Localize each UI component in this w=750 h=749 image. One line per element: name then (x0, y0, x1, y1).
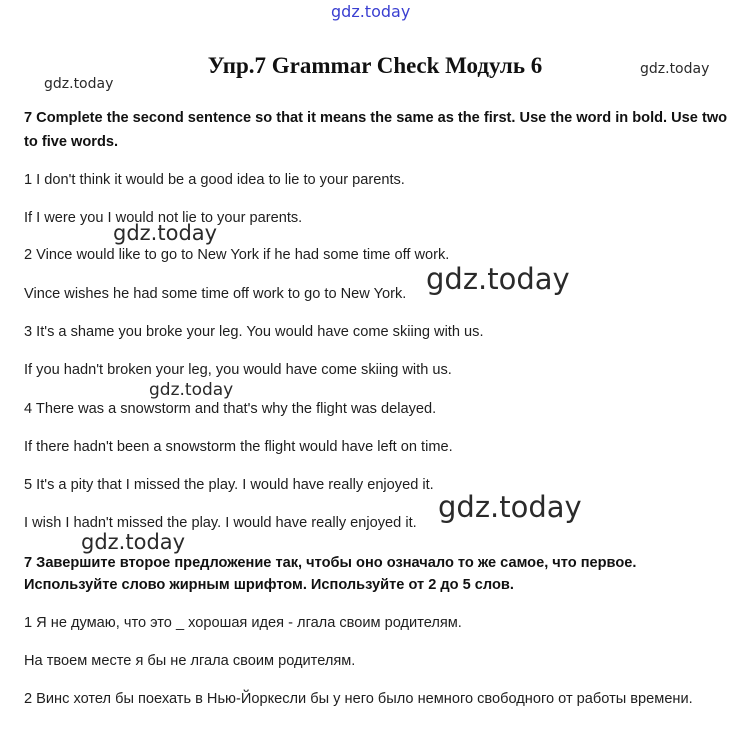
watermark: gdz.today (44, 76, 114, 92)
instruction-en-line-2: to five words. (24, 134, 119, 150)
watermark: gdz.today (113, 221, 218, 245)
answer-en-2: Vince wishes he had some time off work to go to New York. (24, 286, 407, 302)
sentence-ru-1: 1 Я не думаю, что это _ хорошая идея - лгала своим родителям. (24, 615, 462, 631)
watermark: gdz.today (640, 61, 710, 77)
sentence-en-2: 2 Vince would like to go to New York if he had some time off work. (24, 247, 450, 263)
instruction-ru-line-2: Используйте слово жирным шрифтом. Используйте от 2 до 5 слов. (24, 577, 514, 593)
answer-en-4: If there hadn't been a snowstorm the flight would have left on time. (24, 439, 453, 455)
watermark: gdz.today (426, 262, 570, 296)
watermark-top: gdz.today (331, 2, 411, 21)
instruction-en-line-1: 7 Complete the second sentence so that it means the same as the first. Use the word in bold. Use two (24, 110, 728, 126)
page-title: Упр.7 Grammar Check Модуль 6 (207, 53, 543, 78)
watermark: gdz.today (438, 490, 582, 524)
watermark: gdz.today (81, 530, 186, 554)
instruction-ru-line-1: 7 Завершите второе предложение так, чтобы оно означало то же самое, что первое. (24, 555, 637, 571)
sentence-en-5: 5 It's a pity that I missed the play. I would have really enjoyed it. (24, 477, 434, 493)
watermark: gdz.today (149, 380, 234, 400)
sentence-en-4: 4 There was a snowstorm and that's why the flight was delayed. (24, 401, 437, 417)
answer-en-3: If you hadn't broken your leg, you would have come skiing with us. (24, 362, 452, 378)
answer-en-5: I wish I hadn't missed the play. I would have really enjoyed it. (24, 515, 417, 531)
answer-en-1: If I were you I would not lie to your parents. (24, 210, 303, 226)
sentence-en-3: 3 It's a shame you broke your leg. You would have come skiing with us. (24, 324, 484, 340)
sentence-ru-2: 2 Винс хотел бы поехать в Нью-Йоркесли бы у него было немного свободного от работы времени. (24, 691, 693, 707)
sentence-en-1: 1 I don't think it would be a good idea to lie to your parents. (24, 172, 405, 188)
answer-ru-1: На твоем месте я бы не лгала своим родителям. (24, 653, 356, 669)
